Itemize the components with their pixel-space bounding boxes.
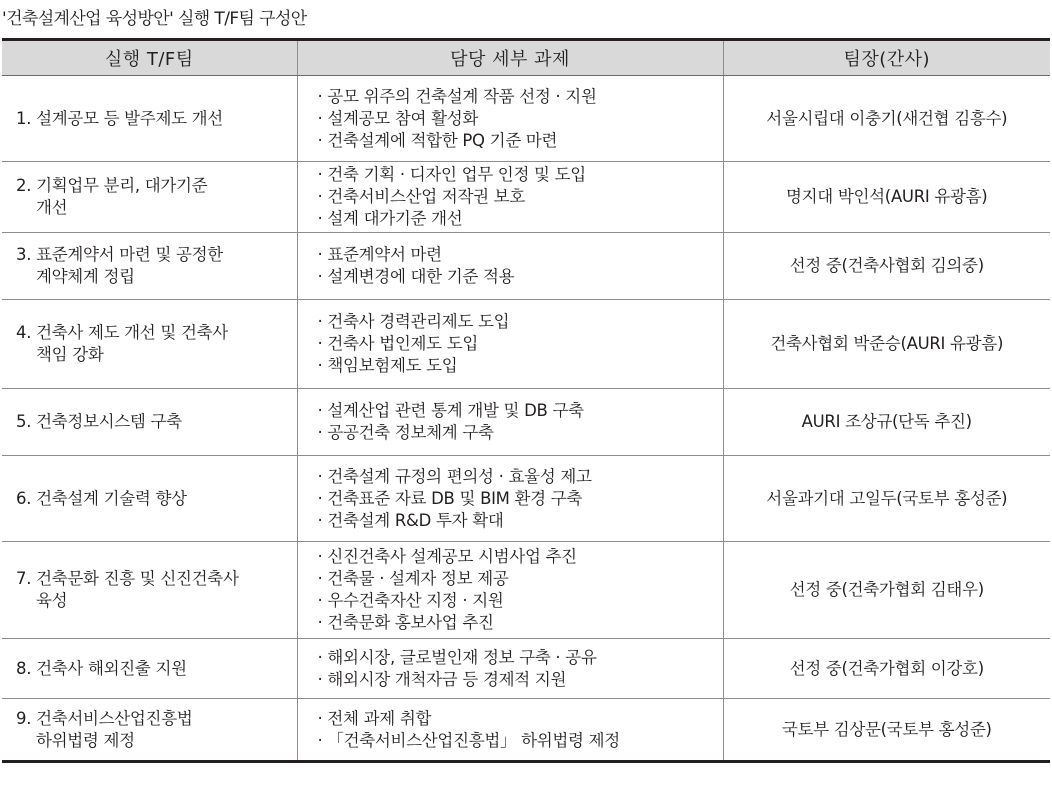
header-team: 실행 T/F팀 — [2, 40, 297, 76]
task-item: · 건축사 경력관리제도 도입 — [318, 311, 723, 333]
team-name: 2. 기획업무 분리, 대가기준 개선 — [16, 176, 208, 217]
team-lead-cell: 서울시립대 이충기(새건협 김흥수) — [723, 76, 1050, 162]
table-caption: '건축설계산업 육성방안' 실행 T/F팀 구성안 — [2, 9, 307, 29]
team-name: 5. 건축정보시스템 구축 — [16, 412, 182, 431]
header-tasks: 담당 세부 과제 — [297, 40, 723, 76]
tasks-cell — [297, 456, 723, 542]
team-name-cell — [2, 639, 297, 699]
header-row — [2, 40, 1050, 76]
task-item: · 책임보험제도 도입 — [318, 355, 723, 377]
task-item: · 전체 과제 취합 — [318, 708, 723, 730]
team-lead-cell: 선정 중(건축사협회 김의중) — [723, 233, 1050, 300]
table-row — [2, 699, 1050, 762]
tasks-cell — [297, 76, 723, 162]
task-item: · 설계공모 참여 활성화 — [318, 108, 723, 130]
tf-team-table — [2, 38, 1050, 763]
team-name-cell — [2, 389, 297, 456]
task-item: · 건축 기획 · 디자인 업무 인정 및 도입 — [318, 164, 723, 186]
tasks-cell — [297, 233, 723, 300]
team-name-cell — [2, 76, 297, 162]
task-item: · 「건축서비스산업진흥법」 하위법령 제정 — [318, 730, 723, 752]
team-name-cell — [2, 456, 297, 542]
task-item: · 설계 대가기준 개선 — [318, 208, 723, 230]
team-name: 4. 건축사 제도 개선 및 건축사 책임 강화 — [16, 323, 228, 364]
team-name-cell — [2, 233, 297, 300]
table-row — [2, 300, 1050, 389]
header-lead: 팀장(간사) — [723, 40, 1050, 76]
tasks-cell — [297, 389, 723, 456]
team-lead-cell: 선정 중(건축가협회 이강호) — [723, 639, 1050, 699]
tasks-cell — [297, 300, 723, 389]
task-item: · 건축서비스산업 저작권 보호 — [318, 186, 723, 208]
task-item: · 건축설계에 적합한 PQ 기준 마련 — [318, 130, 723, 152]
table-row — [2, 233, 1050, 300]
task-item: · 건축사 법인제도 도입 — [318, 333, 723, 355]
team-name: 8. 건축사 해외진출 지원 — [16, 658, 187, 678]
task-item: · 건축설계 R&D 투자 확대 — [318, 510, 723, 532]
team-lead-cell: 서울과기대 고일두(국토부 홍성준) — [723, 456, 1050, 542]
table-row — [2, 456, 1050, 542]
task-item: · 설계변경에 대한 기준 적용 — [318, 266, 723, 288]
task-item: · 건축문화 홍보사업 추진 — [318, 612, 723, 634]
task-item: · 공모 위주의 건축설계 작품 선정 · 지원 — [318, 86, 723, 108]
task-item: · 신진건축사 설계공모 시범사업 추진 — [318, 546, 723, 568]
task-item: · 우수건축자산 지정 · 지원 — [318, 590, 723, 612]
team-lead-cell: 건축사협회 박준승(AURI 유광흠) — [723, 300, 1050, 389]
team-lead-cell: 명지대 박인석(AURI 유광흠) — [723, 162, 1050, 233]
team-name-cell — [2, 162, 297, 233]
team-name: 7. 건축문화 진흥 및 신진건축사 육성 — [16, 569, 239, 610]
table-row — [2, 542, 1050, 639]
team-lead-cell: 선정 중(건축가협회 김태우) — [723, 542, 1050, 639]
task-item: · 건축표준 자료 DB 및 BIM 환경 구축 — [318, 488, 723, 510]
tasks-cell — [297, 699, 723, 762]
task-item: · 건축물 · 설계자 정보 제공 — [318, 568, 723, 590]
team-lead-cell: 국토부 김상문(국토부 홍성준) — [723, 699, 1050, 762]
task-item: · 공공건축 정보체계 구축 — [318, 422, 723, 444]
table-row — [2, 389, 1050, 456]
team-name: 3. 표준계약서 마련 및 공정한 계약체계 정립 — [16, 245, 223, 286]
team-name: 6. 건축설계 기술력 향상 — [16, 488, 187, 508]
table-row — [2, 639, 1050, 699]
tasks-cell — [297, 542, 723, 639]
tasks-cell — [297, 162, 723, 233]
table-row — [2, 76, 1050, 162]
team-name-cell — [2, 699, 297, 762]
table-row — [2, 162, 1050, 233]
tasks-cell — [297, 639, 723, 699]
team-name: 9. 건축서비스산업진흥법 하위법령 제정 — [16, 708, 193, 750]
task-item: · 설계산업 관련 통계 개발 및 DB 구축 — [318, 400, 723, 422]
team-name-cell — [2, 542, 297, 639]
table-body — [2, 76, 1050, 762]
task-item: · 건축설계 규정의 편의성 · 효율성 제고 — [318, 466, 723, 488]
task-item: · 해외시장 개척자금 등 경제적 지원 — [318, 669, 723, 691]
team-lead-cell: AURI 조상규(단독 추진) — [723, 389, 1050, 456]
team-name: 1. 설계공모 등 발주제도 개선 — [16, 108, 223, 128]
team-name-cell — [2, 300, 297, 389]
task-item: · 표준계약서 마련 — [318, 244, 723, 266]
task-item: · 해외시장, 글로벌인재 정보 구축 · 공유 — [318, 647, 723, 669]
